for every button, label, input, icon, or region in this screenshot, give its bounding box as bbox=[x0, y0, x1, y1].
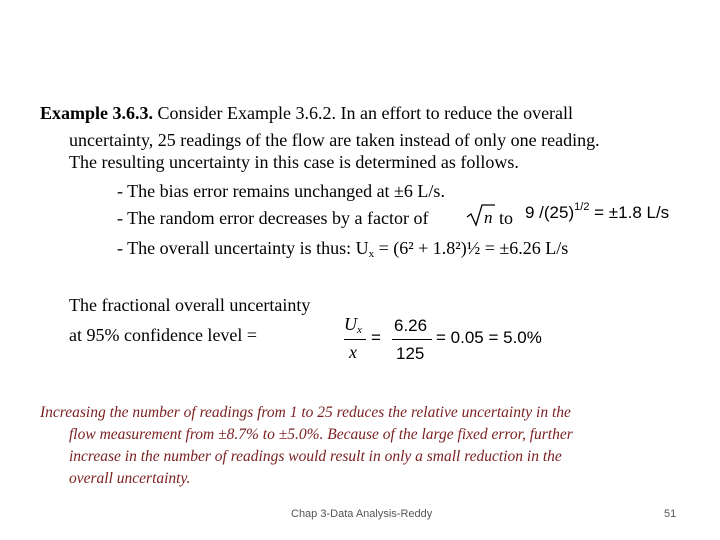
bullet-random-error bbox=[117, 205, 429, 232]
sqrt-n-symbol bbox=[466, 202, 496, 228]
fractional-line-2: at 95% confidence level = bbox=[69, 325, 258, 345]
formula-result: = 0.05 = 5.0% bbox=[436, 328, 542, 347]
footer-source: Chap 3-Data Analysis-Reddy bbox=[291, 508, 433, 520]
overall-uncertainty-equation: = (6² + 1.8²)½ = ±6.26 L/s bbox=[374, 238, 569, 258]
fractional-formula bbox=[340, 314, 570, 370]
sqrt-n-variable: n bbox=[484, 208, 493, 227]
note-line-1: Increasing the number of readings from 1 to 25 reduces the relative uncertainty in the bbox=[40, 404, 571, 421]
overall-uncertainty-subscript: x bbox=[368, 248, 375, 260]
fraction-bar-1 bbox=[344, 339, 366, 340]
formula-numerator-value: 6.26 bbox=[394, 316, 428, 335]
example-line-1 bbox=[40, 100, 573, 127]
fraction-bar-2 bbox=[392, 339, 432, 340]
formula-u: U bbox=[344, 314, 357, 334]
fractional-line-1: The fractional overall uncertainty bbox=[69, 295, 311, 315]
random-error-equation bbox=[525, 203, 669, 223]
formula-numerator-ux bbox=[344, 314, 362, 336]
note-line-3: increase in the number of readings would result in only a small reduction in the bbox=[69, 448, 562, 465]
formula-equals-1: = bbox=[371, 328, 381, 347]
note-line-2: flow measurement from ±8.7% to ±5.0%. Because of the large fixed error, further bbox=[69, 426, 573, 443]
example-line-2: uncertainty, 25 readings of the flow are taken instead of only one reading. bbox=[69, 130, 600, 150]
bullet-random-error-to: to bbox=[499, 208, 514, 228]
random-error-exponent: 1/2 bbox=[574, 201, 590, 213]
note-line-4: overall uncertainty. bbox=[69, 470, 191, 487]
formula-denominator-x: x bbox=[349, 342, 357, 362]
bullet-random-error-text: - The random error decreases by a factor of bbox=[117, 208, 429, 228]
bullet-overall-uncertainty bbox=[117, 235, 568, 268]
example-line-1-text: Consider Example 3.6.2. In an effort to reduce the overall bbox=[153, 103, 574, 123]
formula-u-subscript: x bbox=[357, 324, 362, 336]
random-error-eq-left: 9 /(25) bbox=[525, 203, 575, 222]
page-number: 51 bbox=[664, 508, 677, 520]
overall-uncertainty-text: - The overall uncertainty is thus: U bbox=[117, 238, 369, 258]
example-line-3: The resulting uncertainty in this case is determined as follows. bbox=[69, 152, 519, 172]
bullet-bias-error: - The bias error remains unchanged at ±6 L/s. bbox=[117, 181, 445, 201]
formula-denominator-value: 125 bbox=[396, 344, 425, 363]
random-error-eq-right: = ±1.8 L/s bbox=[589, 203, 670, 222]
example-label: Example 3.6.3. bbox=[40, 103, 154, 123]
